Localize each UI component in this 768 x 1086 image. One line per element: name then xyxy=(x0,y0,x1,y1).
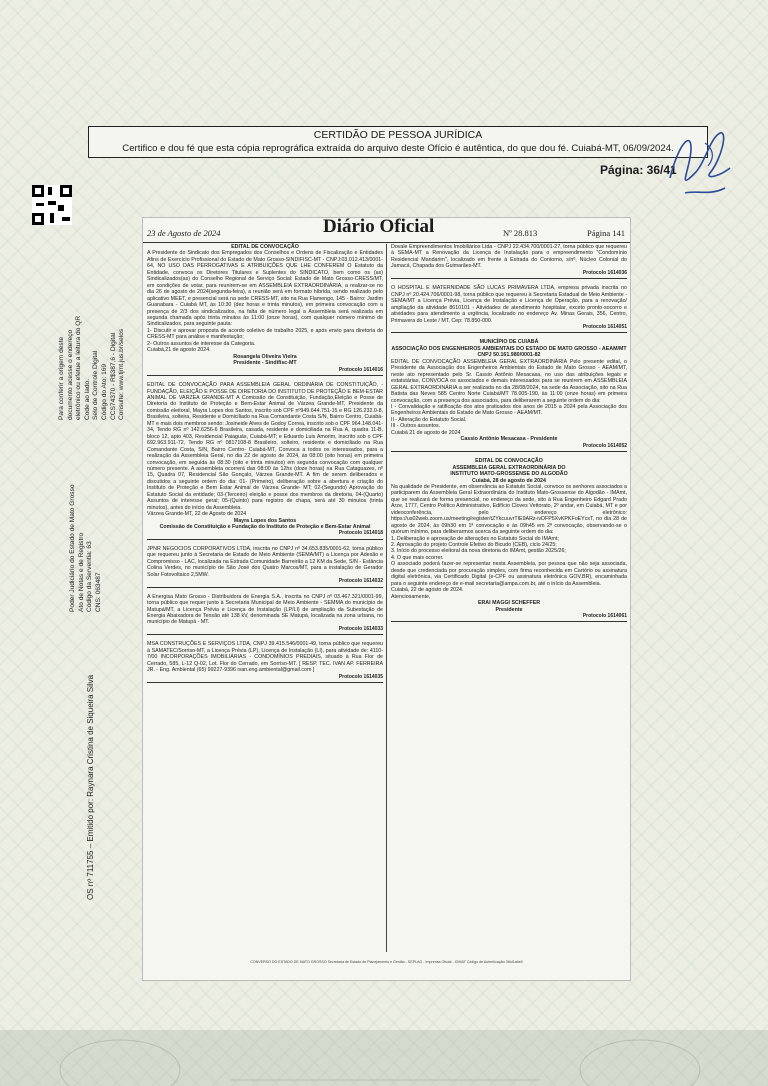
notice-item: O associado poderá fazer-se representar nesta Assembleia, por pessoa que não seja associada, desde que credenciada por procuração simples, com firma reconhecida em Cartório ou assinatura digital eletrônica, via Certificado Digital (e-CPF ou assinatura eletrônica GOV.BR), encaminhada para o seguinte endereço de e-mail secretaria@ampa.com.br, até o início da Assembleia. xyxy=(391,561,627,587)
notice-body: A Energisa Mato Grosso - Distribuidora de Energia S.A., inscrita no CNPJ nº 03.467.321/0001-99, torna público que requer junto à Secretaria Municipal de Meio Ambiente - SEMMA do município de Matupá/MT, a Licença Prévia e Licença de Instalação (LP/LI) de ampliação da Subestação de Energia Abaixadora de Tensão até 138 kV, denominada SE Matupá, localizada na zona urbana, no município de Matupá - MT. xyxy=(147,593,383,626)
verification-line: Code ao lado. xyxy=(83,378,91,420)
issuer-line: OS nº 711755 – Emitido por: Raynara Cristina de Siqueira Silva xyxy=(86,674,95,900)
notice-protocol: Protocolo 1614036 xyxy=(582,269,627,276)
notice-role: Presidente xyxy=(495,606,523,613)
column-divider xyxy=(386,244,387,952)
notice-body: EDITAL DE CONVOCAÇÃO PARA ASSEMBLEIA GERAL ORDINÁRIA DE CONSTITUIÇÃO, - FUNDAÇÃO, ELEIÇÃO E POSSE DE DIRETORIA DO INSTITUTO DE PROTEÇÃO E BEM-ESTAR ANIMAL DE VARZEA GRANDE-MT A Comissão de Constituição, Fundação,Eleição e Posse de Diretoria do Instituto de Proteção e Bem-Estar Animal de Várzea Grande-MT, Presidente da comissão eleitoral, Mayra Lopes dos Santos, inscrito sob CPF nº949.644.751-15 e RG 126.232.0-8, Brasileira, solteira, Residente e Domiciliado na Rua Comandante Costa S/N, Bairro Centro, Cuiabá-MT e mais dois membros sendo: Josineide Alves de Godoy Correa, inscrito sob o CPF 964.148.041-34, Tendo RG nº 142.6256-6 Brasileira, casada, residente e domiciliada na Rua A, quadra 11-B, bloco 12, apto 403, Residencial Paiaguás, Cuiabá-MT; e Eduardo Luis Amorim, inscrito sob o CPF 692.963.911-72, Tendo RG nº 0817108-8 Brasileiro, solteiro, residente e domiciliado na Rua Comandante Costa, S/N, Bairro Centro- Cuiabá-MT, Convoca a todos os interessados, para a realização da Assembleia Geral, no dia 22 de agosto de 2024, às 08:00 (oito horas) em primeira convocação, em seguida às 08:30 (oito e trinta minutos) em segunda convocação com qualquer número presente. A assembleia ocorrerá das 08:00 às 12hs (doze horas) na Rua Cataguazes, nº 15, Quadra 07, Residencial São Gonçalo, Várzea Grande-MT. A fim de serem deliberados e discutidos a seguinte ordem do dia: 01- (Primeiro), deliberação sobre a abertura e criação do Instituto de Proteção e Bem Estar Animal de Várzea Grande- MT; 02-(Segundo) Aprovação do Estatuto Social da entidade; 03-(Terceiro) eleição e posse dos membros da diretoria, 04-(Quarto) Assuntos de interesse geral; 05-(Quinto) para registro de chapa, será até 30 minutos (trinta minutos), antes do início da Assembleia. xyxy=(147,382,383,511)
verification-line: Código do Ato: 169 xyxy=(100,363,108,420)
verification-line: documento acesse o endereço xyxy=(66,329,74,420)
registry-line: Ato de Notas e de Registro xyxy=(77,532,85,612)
notice-block xyxy=(147,382,383,540)
notice-body: EDITAL DE CONVOCAÇÃO ASSEMBLEIA GERAL EXTRAORDINÁRIA Pelo presente edital, o Presidente da Associação dos Engenheiros Ambientais do Estado de Mato Grosso - AEAM/MT, neste ato representado pelo Sr. Cassio Antônio Mesacasa, no uso das atribuições legais e estatutárias, CONVOCA os associados e demais interessados para se reunirem em ASSEMBLEIA GERAL EXTRAORDINÁRIA a ser realizada no dia 28/08/2024, na sede da Associação, sito na Rua Batista das Neves 585 Centro Norte Cuiabá/MT 78.005-190, às 11:00 (onze horas) em primeira convocação, com a presença dos associados, para deliberarem a seguinte ordem do dia: xyxy=(391,358,627,404)
certificate-title: CERTIDÃO DE PESSOA JURÍDICA xyxy=(313,129,483,141)
gazette-logo: Diário Oficial xyxy=(323,216,435,237)
notice-body: O HOSPITAL E MATERNIDADE SÃO LUCAS PRIMAVERA LTDA, empresa privada inscrita no CNPJ nº 20.424.706/0001-98, torna público que requereu à Secretaria Estadual de Meio Ambiente - SEMA/MT a Licença Prévia, Licença de Instalação e Licença de Operação, para a renovação/ ampliação da atividade 8610101 - Atividades de atendimento hospitalar, exceto pronto-socorro e atividades para atendimento a urgência, localizado no endereço Av. Minas Gerais, 356, Centro, Primavera do Leste / MT, Cep: 78.850-000. xyxy=(391,285,627,324)
notice-protocol: Protocolo 1614061 xyxy=(582,613,627,620)
notice-item: Atenciosamente, xyxy=(391,593,431,600)
notice-block xyxy=(147,546,383,588)
notice-item: 1. Deliberação e aprovação de alterações no Estatuto Social do IMAmt; xyxy=(391,535,559,542)
notice-protocol: Protocolo 1614018 xyxy=(338,530,383,537)
notice-body: JPNR NEGOCIOS CORPORATIVOS LTDA, inscrita no CNPJ nº 34.653.835/0001-62, torna público que requereu junto à Secretaria de Estado de Meio Ambiente (SEMA/MT) a Licença por Adesão e Compromisso - LAC, localizada na Estrada Comunidade Barreirão a 12 KM da Sede, S/N - Estância Colina Verdes, no município de São José dos Quatro Marcos/MT, para a instalação de Gerador Solar Fotovoltaico 2,5MW. xyxy=(147,545,383,578)
notice-protocol: Protocolo 1614052 xyxy=(582,442,627,449)
notice-heading: EDITAL DE CONVOCAÇÃO ASSEMBLEIA GERAL EXTRAORDINÁRIA DO INSTITUTO MATO-GROSSENSE DO ALGODÃO Cuiabá, 28 de agosto de 2024 xyxy=(450,458,568,484)
notice-item: 2- Outros assuntos de interesse da Categoria. xyxy=(147,340,256,347)
notice-role: Comissão de Constituição e Fundação do Instituto de Proteção e Bem-Estar Animal xyxy=(159,524,371,531)
notice-signatory: ERAI MAGGI SCHEFFER xyxy=(477,600,541,607)
notice-item: Cuiabá,21 de agosto 2024. xyxy=(147,347,211,354)
notice-signatory: Rosangela Oliveira Vieira xyxy=(233,353,297,360)
notice-protocol: Protocolo 1614032 xyxy=(338,578,383,585)
notice-role: Presidente - Sindifisc-MT xyxy=(233,360,297,367)
verification-line: eletrônico ou efetue a leitura do QR xyxy=(75,315,83,420)
notice-block xyxy=(147,594,383,636)
qr-code-icon[interactable] xyxy=(32,185,72,225)
gazette-date: 23 de Agosto de 2024 xyxy=(147,228,221,238)
notice-item: III - Outros assuntos. xyxy=(391,423,441,430)
right-column xyxy=(391,244,627,628)
notice-protocol: Protocolo 1614051 xyxy=(582,323,627,330)
notice-signatory: Mayra Lopes dos Santos xyxy=(233,517,297,524)
notice-block xyxy=(147,244,383,376)
registry-line: CNS: 063487 xyxy=(94,572,102,612)
notice-item: Cuiabá, 22 de agosto de 2024. xyxy=(391,587,464,594)
certificate-text: Certifico e dou fé que esta cópia reprográfica extraída do arquivo deste Ofício é autêntica, do que dou fé. Cuiabá-MT, 06/09/2024. xyxy=(122,143,674,154)
notice-item: Cuiabá 21 de agosto de 2024 xyxy=(391,429,461,436)
verification-line: Para conferir a origem deste xyxy=(58,336,65,420)
notice-item: Várzea Grande-MT, 22 de Agosto de 2024 xyxy=(147,511,247,518)
verification-line: Consulte: www.tjmt.jus.br/selos xyxy=(118,328,126,420)
registry-line: Poder Judiciário do Estado de Mato Grosso xyxy=(69,484,76,612)
notice-heading: EDITAL DE CONVOCAÇÃO xyxy=(231,244,299,250)
verification-line: Selo de Controle Digital xyxy=(92,350,100,420)
notice-block xyxy=(391,339,627,452)
registry-line: Código da Serventia: 63 xyxy=(86,541,94,612)
notice-protocol: Protocolo 1614035 xyxy=(338,673,383,680)
notice-item: I - Convalidação e ratificação dos atos praticados dos anos de 2015 a 2024 pela Associação dos Engenheiros Ambientais do Estado de Mato Grosso - AEAM/MT. xyxy=(391,403,627,417)
notice-item: 4. O que mais ocorrer. xyxy=(391,554,444,561)
left-column xyxy=(147,244,383,689)
notice-heading: MUNICÍPIO DE CUIABÁ ASSOCIAÇÃO DOS ENGENHEIROS AMBIENTAIS DO ESTADO DE MATO GROSSO - AEAM/MT CNPJ 50.161.980/0001-82 xyxy=(391,339,627,359)
watermark-seal-icon xyxy=(0,1030,768,1086)
certificate-header xyxy=(88,126,708,158)
gazette-page xyxy=(143,218,630,980)
certificate-page: Página: 36/41 xyxy=(600,163,677,177)
verification-line: CCS74370 - R$387,6 - Digital xyxy=(109,332,117,420)
gazette-page-number: Página 141 xyxy=(587,228,626,238)
notice-block xyxy=(391,458,627,622)
notice-body: MSA CONSTRUÇÕES E SERVIÇOS LTDA, CNPJ 39.415.546/0001-49, torna público que requereu à SAMATEC/Sorriso-MT, a Licença Prévia (LP), Licença de Instalação (LI), para atividade de: 4110-7/00 INCORPORAÇÕES IMOBILIÁRIAS - CONDOMÍNIOS PREDIAIS, situado à Rua Flor de Cerrado, 585, L-12 Q-02, Lot. Flor do Cerrado, em Sorriso-MT. [ RESP. TEC. IVAN AP. FERREIRA JR. - Eng. Ambiental (65) 99227-9396 ivan.eng.ambiental@gmail.com ] xyxy=(147,641,383,674)
gazette-masthead xyxy=(143,218,630,243)
notice-item: 2. Aprovação do projeto Controle Efetivo do Bicudo (CEB), ciclo 24/25; xyxy=(391,542,557,549)
notice-item: II - Alteração do Estatuto Social. xyxy=(391,416,467,423)
handwritten-signature xyxy=(650,118,745,213)
notice-item: 1- Discutir e aprovar proposta de acordo coletivo de trabalho 2025, e após envio para diretoria do CRESS-MT para análise e manifestação; xyxy=(147,327,383,341)
verification-note xyxy=(58,316,127,420)
gazette-footer: CONVERSO DO ESTADO DE MATO GROSSO Secretaria de Estado de Planejamento e Gestão - SEPLAG - Imprensa Oficial - IOMAT Código de Autenticação 3f4d1a6e5 xyxy=(250,960,523,964)
notice-signatory: Cassio Antônio Mesacasa - Presidente xyxy=(460,436,558,443)
notice-block xyxy=(391,285,627,333)
notice-protocol: Protocolo 1614016 xyxy=(338,366,383,373)
notice-protocol: Protocolo 1614033 xyxy=(338,625,383,632)
gazette-number: Nº 28.813 xyxy=(503,228,538,238)
registry-note xyxy=(69,484,103,612)
notice-body: Na qualidade de Presidente, em observância ao Estatuto Social, convoco os senhores associados a participarem da Assembleia Geral Extraordinária do Instituto Mato-Grossense do Algodão - IMAmt, que se realizará de forma presencial, no endereço da sede, sito à Rua Engenheiro Edgard Prado Arze, 1777, Centro Político Administrativo, Edifício Cloves Vettorato, 2º andar, em Cuiabá, MT e por videoconferência, pelo endereço eletrônico: https://us02web.zoom.us/meeting/register/tZYkcuuvrTIE9ARz-ivDFP5XvKPKFoEYcsT, no dia 28 de agosto de 2024, às 09h30 em 1ª convocação e às 09h45 em 2ª convocação, observando-se o quórum mínimo, para deliberarmos acerca da seguinte ordem do dia: xyxy=(391,483,627,536)
notice-body: A Presidente do Sindicato dos Empregados dos Conselhos e Ordens de Fiscalização e Entidades Afins de Exercício Profissional do Estado de Mato Grosso-SINDIFISC-MT - CNPJ:03.012.413/0001-64, NO USO DAS PERROGATIVAS E ATRIBUIÇÕES QUE LHE CONFEREM O Estatuto da Entidade, convoca os Diretores Titulares e Suplentes do SINDICATO, bem como os (as) Sindicalizados(as) do Conselho Regional de Serviço Social: Estado de Mato Grosso-CRESS/MT, em condições de votar, para reunirem-se em ASSEMBLEIA EXTRAORDINÁRIA, a realizar-se no dia 26 de agosto de 2024(segunda-feira), a reunião será em formato híbrida, sendo realizado pelo aplicativo MEET, e presencial será na sede CRESS-MT, sito na Rua Flamengo, 145 - Bairro: Jardim Guanabara - Cuiabá MT, às 10:30 (dez horas e trinta minutos), em primeira convocação com a presença de 2/3 dos sindicalizados, na falta de número legal a Assembleia será realizada em segunda chamada após trinta minutos às 11:00 (onze horas), com qualquer número mínimo de Sindicalizados, para seguinte pauta: xyxy=(147,250,383,328)
notice-body: Dovale Empreendimentos Imobiliários Ltda - CNPJ 22.434.700/0001-27, torna público que requereu à SEMA-MT a Renovação da Licença de Instalação para o empreendimento "Condomínio Residencial Mandarim", localizado em frente à Estrada do Contorno, s/nº, Núcleo Colonial do Jamacá, Chapada dos Guimarães-MT. xyxy=(391,244,627,270)
notice-block xyxy=(147,641,383,683)
notice-item: 3. Início do processo eleitoral da nova diretoria do IMAmt, gestão 2025/26; xyxy=(391,548,566,555)
notice-block xyxy=(391,244,627,279)
